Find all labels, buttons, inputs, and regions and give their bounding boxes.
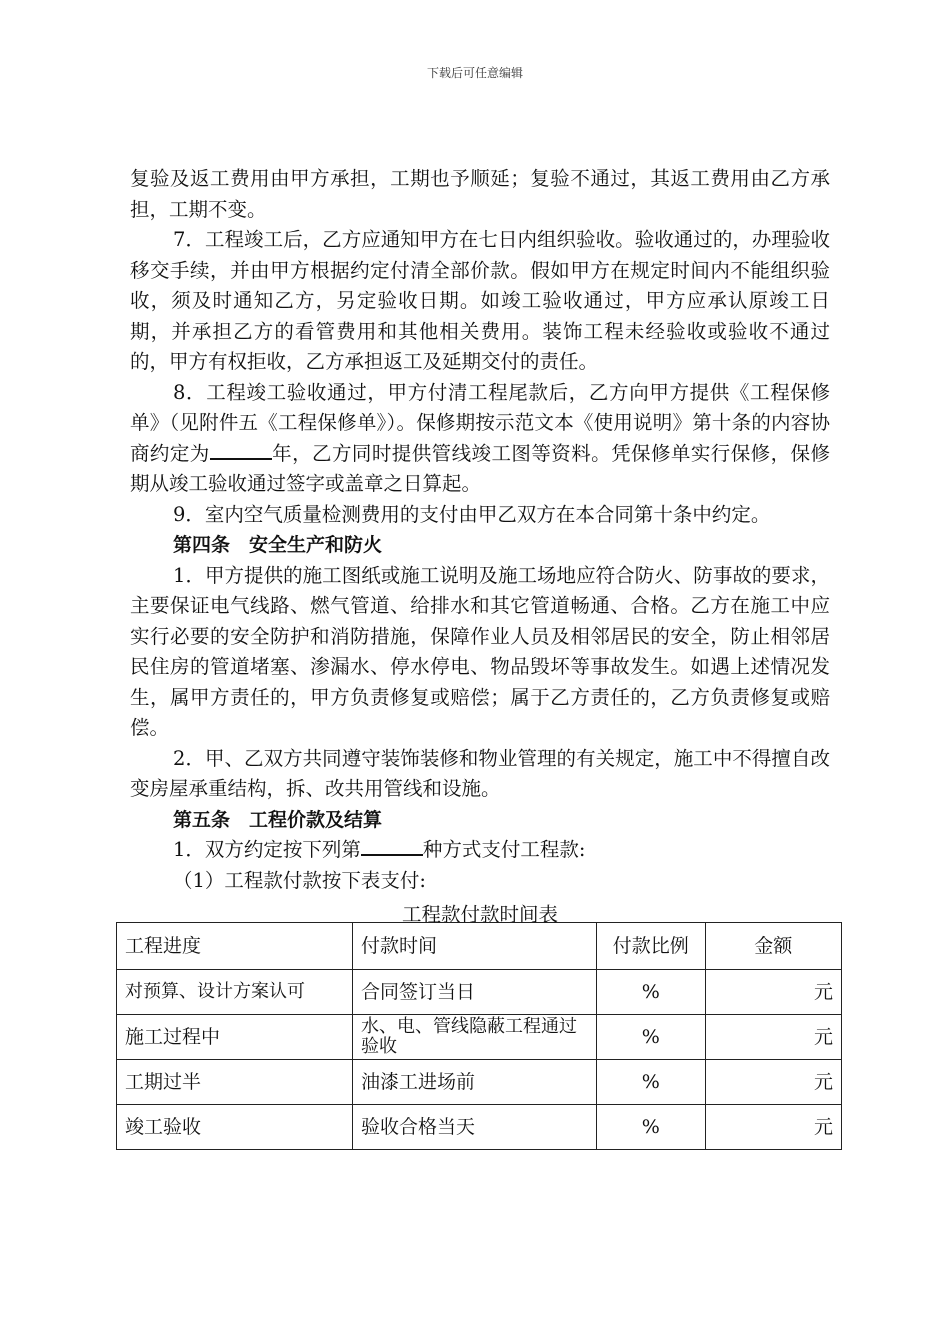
section-heading: 第四条 安全生产和防火 (173, 534, 383, 556)
table-cell: 元 (705, 1060, 841, 1105)
paragraph-text: 年，乙方同时提供管线竣工图等资料。凭保修单实行保修，保修期从竣工验收通过签字或盖章之日算起。 (130, 441, 830, 495)
table-cell: 水、电、管线隐蔽工程通过验收 (352, 1015, 596, 1060)
table-cell: 元 (705, 1015, 841, 1060)
paragraph: 9．室内空气质量检测费用的支付由甲乙双方在本合同第十条中约定。 (173, 502, 771, 526)
table-row (117, 1105, 842, 1150)
paragraph-text: 种方式支付工程款: (422, 838, 586, 861)
table-cell: % (596, 970, 705, 1015)
table-cell: 验收合格当天 (352, 1105, 596, 1150)
table-cell: % (596, 1105, 705, 1150)
paragraph: 1．甲方提供的施工图纸或施工说明及施工场地应符合防火、防事故的要求，主要保证电气线路、燃气管道、给排水和其它管道畅通、合格。乙方在施工中应实行必要的安全防护和消防措施，保障作业人员及相邻居民的安全，防止相邻居民住房的管道堵塞、渗漏水、停水停电、物品毁坏等事故发生。如遇上述情况发生，属甲方责任的，甲方负责修复或赔偿；属于乙方责任的，乙方负责修复或赔偿。 (130, 563, 830, 739)
column-header: 付款时间 (352, 923, 596, 970)
table-row (117, 970, 842, 1015)
column-header: 付款比例 (596, 923, 705, 970)
table-row (117, 1015, 842, 1060)
table-cell: 工期过半 (117, 1060, 353, 1105)
paragraph: 2．甲、乙双方共同遵守装饰装修和物业管理的有关规定，施工中不得擅自改变房屋承重结构，拆、改共用管线和设施。 (130, 746, 830, 800)
table-header-row (117, 923, 842, 970)
column-header: 工程进度 (117, 923, 353, 970)
section-heading: 第五条 工程价款及结算 (173, 808, 383, 831)
column-header: 金额 (705, 923, 841, 970)
document-body (130, 164, 830, 933)
table-cell: % (596, 1060, 705, 1105)
table-cell: 元 (705, 1105, 841, 1150)
table-cell: 油漆工进场前 (352, 1060, 596, 1105)
paragraph-text: 1．双方约定按下列第 (173, 838, 361, 861)
table-cell: 竣工验收 (117, 1105, 353, 1150)
fill-blank-warranty-years[interactable] (210, 440, 272, 460)
paragraph: 复验及返工费用由甲方承担，工期也予顺延；复验不通过，其返工费用由乙方承担，工期不变。 (130, 167, 830, 221)
table-cell: 施工过程中 (117, 1015, 353, 1060)
paragraph: （1）工程款付款按下表支付: (173, 868, 426, 892)
table-title: 工程款付款时间表 (401, 903, 558, 926)
table-cell: 元 (705, 970, 841, 1015)
paragraph (130, 835, 830, 866)
page-header-note: 下载后可任意编辑 (426, 66, 523, 80)
table-cell: 对预算、设计方案认可 (117, 970, 353, 1015)
paragraph: 7．工程竣工后，乙方应通知甲方在七日内组织验收。验收通过的，办理验收移交手续，并由甲方根据约定付清全部价款。假如甲方在规定时间内不能组织验收，须及时通知乙方，另定验收日期。如竣工验收通过，甲方应承认原竣工日期，并承担乙方的看管费用和其他相关费用。装饰工程未经验收或验收不通过的，甲方有权拒收，乙方承担返工及延期交付的责任。 (130, 228, 830, 373)
paragraph-text: 8．工程竣工验收通过，甲方付清工程尾款后，乙方向甲方提供《工程保修单》（见附件五《工程保修单》）。保修期按示范文本《使用说明》第十条的内容协商约定为 (130, 380, 830, 465)
table-cell: 合同签订当日 (352, 970, 596, 1015)
table-cell: % (596, 1015, 705, 1060)
table-row (117, 1060, 842, 1105)
fill-blank-payment-method[interactable] (361, 836, 423, 856)
payment-schedule-table (116, 922, 842, 1150)
paragraph (130, 378, 830, 500)
